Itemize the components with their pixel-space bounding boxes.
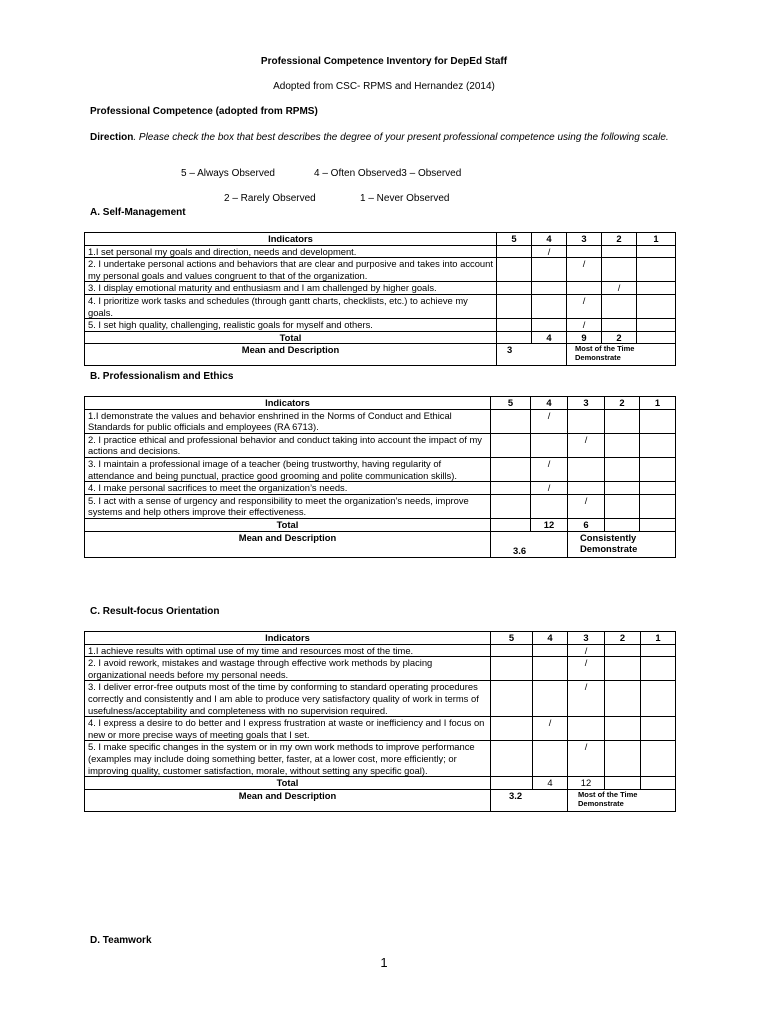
total-4: 12 — [531, 518, 568, 531]
rating-cell-5[interactable] — [491, 457, 531, 481]
mean-row — [85, 531, 676, 557]
rating-cell-2[interactable] — [605, 741, 641, 777]
rating-cell-2[interactable] — [605, 494, 640, 518]
table-row — [85, 409, 676, 433]
rating-cell-3[interactable] — [568, 717, 605, 741]
indicator-text: 2. I undertake personal actions and behaviors that are clear and purposive and takes into account my personal goals and values congruent to that of the organization. — [85, 258, 497, 282]
total-row — [85, 777, 676, 790]
col-5-header: 5 — [497, 233, 532, 246]
rating-cell-4[interactable] — [532, 258, 567, 282]
col-3-header: 3 — [568, 632, 605, 645]
rating-cell-3[interactable] — [567, 245, 602, 258]
indicator-text: 1.I achieve results with optimal use of my time and resources most of the time. — [85, 644, 491, 657]
col-2-header: 2 — [602, 233, 637, 246]
table-row — [85, 294, 676, 318]
indicator-text: 1.I set personal my goals and direction, needs and development. — [85, 245, 497, 258]
rating-cell-4[interactable] — [533, 681, 568, 717]
total-3: 6 — [568, 518, 605, 531]
rating-cell-2[interactable] — [605, 457, 640, 481]
total-label: Total — [85, 331, 497, 344]
total-3: 12 — [568, 777, 605, 790]
rating-cell-3[interactable] — [568, 482, 605, 495]
rating-cell-2[interactable] — [602, 294, 637, 318]
mean-description: Most of the Time Demonstrate — [567, 344, 676, 366]
rating-cell-4[interactable] — [533, 657, 568, 681]
competence-heading: Professional Competence (adopted from RPMS) — [90, 106, 318, 117]
rating-cell-4[interactable]: / — [532, 245, 567, 258]
rating-cell-3[interactable]: / — [568, 644, 605, 657]
rating-cell-1[interactable] — [641, 741, 676, 777]
table-header-row — [85, 632, 676, 645]
rating-cell-5[interactable] — [491, 644, 533, 657]
table-row — [85, 482, 676, 495]
rating-cell-3[interactable]: / — [568, 494, 605, 518]
rating-cell-3[interactable]: / — [568, 433, 605, 457]
self-management-table — [84, 232, 676, 366]
rating-cell-1[interactable] — [641, 681, 676, 717]
indicator-text: 1.I demonstrate the values and behavior enshrined in the Norms of Conduct and Ethical Standards for public officials and employees (RA 6713). — [85, 409, 491, 433]
indicator-text: 3. I deliver error-free outputs most of the time by conforming to standard operating procedures correctly and consistently and I am able to produce very satisfactory quality of work in terms of usefulness/acceptability and completeness with no supervision required. — [85, 681, 491, 717]
rating-cell-1[interactable] — [637, 258, 676, 282]
rating-cell-2[interactable] — [602, 319, 637, 332]
total-5 — [497, 331, 532, 344]
rating-cell-3[interactable]: / — [567, 294, 602, 318]
table-row — [85, 494, 676, 518]
col-3-header: 3 — [568, 397, 605, 410]
total-1 — [640, 518, 676, 531]
result-focus-table — [84, 631, 676, 812]
indicator-text: 2. I avoid rework, mistakes and wastage through effective work methods by placing organizational needs before my personal needs. — [85, 657, 491, 681]
rating-cell-3[interactable]: / — [568, 741, 605, 777]
table-row — [85, 657, 676, 681]
indicator-text: 4. I express a desire to do better and I express frustration at waste or inefficiency and I focus on new or more precise ways of meeting goals that I set. — [85, 717, 491, 741]
rating-cell-4[interactable]: / — [531, 409, 568, 433]
mean-description — [568, 531, 676, 557]
indicator-text: 5. I make specific changes in the system or in my own work methods to improve performance (examples may include doing something better, faster, at a lower cost, more efficiently; or improving quality, customer satisfaction, morale, without setting any specific goal). — [85, 741, 491, 777]
col-4-header: 4 — [533, 632, 568, 645]
indicators-header: Indicators — [85, 233, 497, 246]
table-header-row — [85, 233, 676, 246]
rating-cell-4[interactable] — [532, 319, 567, 332]
col-4-header: 4 — [531, 397, 568, 410]
table-row — [85, 433, 676, 457]
table-row — [85, 258, 676, 282]
rating-cell-2[interactable] — [605, 717, 641, 741]
rating-cell-3[interactable] — [568, 457, 605, 481]
rating-cell-4[interactable]: / — [531, 457, 568, 481]
rating-cell-5[interactable] — [497, 258, 532, 282]
table-row — [85, 282, 676, 295]
rating-cell-1[interactable] — [640, 409, 676, 433]
table-row — [85, 245, 676, 258]
col-5-header: 5 — [491, 632, 533, 645]
mean-label: Mean and Description — [85, 531, 491, 557]
scale-always: 5 – Always Observed — [181, 168, 275, 179]
direction-label: Direction — [90, 132, 134, 143]
rating-cell-3[interactable]: / — [567, 258, 602, 282]
col-2-header: 2 — [605, 632, 641, 645]
rating-cell-5[interactable] — [491, 494, 531, 518]
rating-cell-3[interactable]: / — [567, 319, 602, 332]
table-header-row — [85, 397, 676, 410]
rating-cell-1[interactable] — [641, 717, 676, 741]
direction-paragraph — [90, 131, 685, 144]
indicator-text: 5. I act with a sense of urgency and responsibility to meet the organization’s needs, improve systems and help others improve their effectiveness. — [85, 494, 491, 518]
total-label: Total — [85, 518, 491, 531]
rating-cell-1[interactable] — [640, 433, 676, 457]
rating-cell-1[interactable] — [637, 294, 676, 318]
col-5-header: 5 — [491, 397, 531, 410]
rating-cell-2[interactable] — [602, 258, 637, 282]
mean-description: Most of the Time Demonstrate — [568, 789, 676, 811]
section-d-heading: D. Teamwork — [90, 935, 152, 946]
rating-cell-3[interactable]: / — [568, 657, 605, 681]
total-2 — [605, 518, 640, 531]
total-label: Total — [85, 777, 491, 790]
indicator-text: 4. I make personal sacrifices to meet the organization’s needs. — [85, 482, 491, 495]
total-5 — [491, 518, 531, 531]
section-c-heading: C. Result-focus Orientation — [90, 606, 220, 617]
rating-cell-2[interactable]: / — [602, 282, 637, 295]
rating-cell-5[interactable] — [491, 409, 531, 433]
section-b-heading: B. Professionalism and Ethics — [90, 371, 234, 382]
rating-cell-4[interactable] — [532, 294, 567, 318]
indicator-text: 3. I maintain a professional image of a teacher (being trustworthy, having regularity of attendance and being punctual, practice good grooming and polite communication skills). — [85, 457, 491, 481]
total-4: 4 — [533, 777, 568, 790]
rating-cell-4[interactable] — [533, 644, 568, 657]
col-2-header: 2 — [605, 397, 640, 410]
rating-cell-2[interactable] — [602, 245, 637, 258]
direction-text: . Please check the box that best describes the degree of your present professional competence using the following scale. — [133, 132, 669, 143]
rating-cell-1[interactable] — [640, 482, 676, 495]
table-row — [85, 717, 676, 741]
rating-cell-5[interactable] — [491, 433, 531, 457]
rating-cell-2[interactable] — [605, 657, 641, 681]
col-3-header: 3 — [567, 233, 602, 246]
section-a-heading: A. Self-Management — [90, 207, 186, 218]
indicator-text: 2. I practice ethical and professional behavior and conduct taking into account the impact of my actions and decisions. — [85, 433, 491, 457]
rating-cell-1[interactable] — [637, 245, 676, 258]
mean-row — [85, 789, 676, 811]
mean-label: Mean and Description — [85, 789, 491, 811]
table-row — [85, 741, 676, 777]
total-4: 4 — [532, 331, 567, 344]
rating-cell-4[interactable]: / — [531, 482, 568, 495]
mean-value: 3.6 — [491, 531, 568, 557]
rating-cell-5[interactable] — [491, 681, 533, 717]
total-3: 9 — [567, 331, 602, 344]
rating-cell-3[interactable] — [567, 282, 602, 295]
total-5 — [491, 777, 533, 790]
table-row — [85, 319, 676, 332]
total-row — [85, 331, 676, 344]
rating-cell-5[interactable] — [491, 717, 533, 741]
indicators-header: Indicators — [85, 632, 491, 645]
rating-cell-5[interactable] — [497, 319, 532, 332]
rating-cell-1[interactable] — [641, 644, 676, 657]
rating-cell-2[interactable] — [605, 433, 640, 457]
rating-cell-3[interactable]: / — [568, 681, 605, 717]
rating-cell-3[interactable] — [568, 409, 605, 433]
page-number: 1 — [380, 955, 388, 970]
indicators-header: Indicators — [85, 397, 491, 410]
rating-cell-2[interactable] — [605, 681, 641, 717]
indicator-text: 3. I display emotional maturity and enthusiasm and I am challenged by higher goals. — [85, 282, 497, 295]
rating-cell-4[interactable]: / — [533, 717, 568, 741]
mean-value: 3.2 — [491, 789, 568, 811]
mean-value: 3 — [497, 344, 567, 366]
table-row — [85, 457, 676, 481]
rating-cell-4[interactable] — [533, 741, 568, 777]
rating-cell-4[interactable] — [531, 494, 568, 518]
scale-never: 1 – Never Observed — [360, 193, 450, 204]
document-title: Professional Competence Inventory for DepEd Staff — [260, 56, 508, 67]
rating-cell-5[interactable] — [491, 482, 531, 495]
rating-cell-5[interactable] — [497, 294, 532, 318]
scale-rarely: 2 – Rarely Observed — [224, 193, 316, 204]
mean-description-text: Consistently Demonstrate — [580, 531, 638, 555]
rating-cell-1[interactable] — [640, 457, 676, 481]
col-1-header: 1 — [637, 233, 676, 246]
rating-cell-2[interactable] — [605, 409, 640, 433]
professionalism-ethics-table — [84, 396, 676, 558]
total-row — [85, 518, 676, 531]
total-2 — [605, 777, 641, 790]
total-1 — [641, 777, 676, 790]
rating-cell-2[interactable] — [605, 482, 640, 495]
scale-often-observed: 4 – Often Observed3 – Observed — [314, 168, 462, 179]
rating-cell-1[interactable] — [641, 657, 676, 681]
mean-label: Mean and Description — [85, 344, 497, 366]
mean-row — [85, 344, 676, 366]
rating-cell-4[interactable] — [531, 433, 568, 457]
col-1-header: 1 — [641, 632, 676, 645]
rating-cell-5[interactable] — [491, 741, 533, 777]
rating-cell-5[interactable] — [497, 282, 532, 295]
total-2: 2 — [602, 331, 637, 344]
rating-cell-1[interactable] — [640, 494, 676, 518]
rating-cell-1[interactable] — [637, 282, 676, 295]
col-1-header: 1 — [640, 397, 676, 410]
rating-cell-5[interactable] — [491, 657, 533, 681]
rating-cell-4[interactable] — [532, 282, 567, 295]
indicator-text: 4. I prioritize work tasks and schedules (through gantt charts, checklists, etc.) to achieve my goals. — [85, 294, 497, 318]
col-4-header: 4 — [532, 233, 567, 246]
document-subtitle: Adopted from CSC- RPMS and Hernandez (2014) — [273, 81, 495, 92]
table-row — [85, 644, 676, 657]
rating-cell-5[interactable] — [497, 245, 532, 258]
total-1 — [637, 331, 676, 344]
rating-cell-1[interactable] — [637, 319, 676, 332]
indicator-text: 5. I set high quality, challenging, realistic goals for myself and others. — [85, 319, 497, 332]
table-row — [85, 681, 676, 717]
rating-cell-2[interactable] — [605, 644, 641, 657]
